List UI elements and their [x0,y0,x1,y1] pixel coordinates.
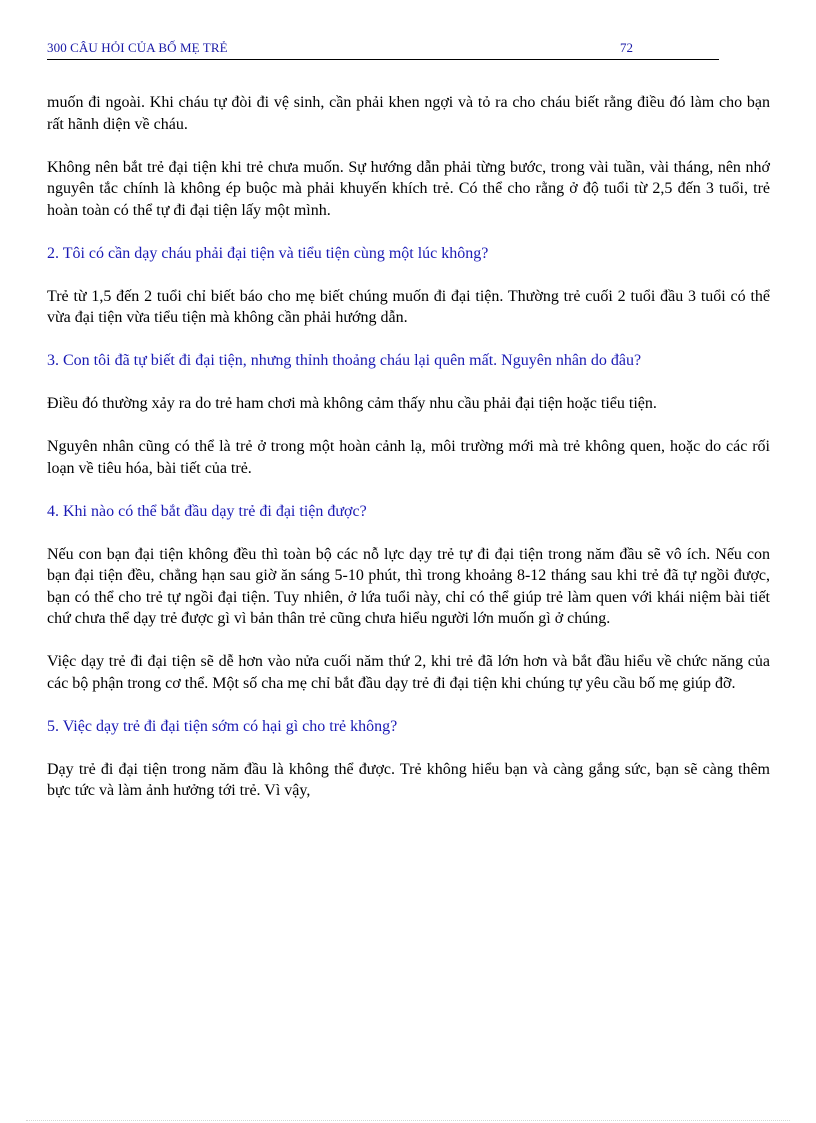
question-heading: 3. Con tôi đã tự biết đi đại tiện, nhưng thỉnh thoảng cháu lại quên mất. Nguyên nhân do đâu? [47,352,642,369]
paragraph: muốn đi ngoài. Khi cháu tự đòi đi vệ sinh, cần phải khen ngợi và tỏ ra cho cháu biết rằng điều đó làm cho bạn rất hãnh diện về cháu. [47,94,770,133]
paragraph: Nguyên nhân cũng có thể là trẻ ở trong một hoàn cảnh lạ, môi trường mới mà trẻ không quen, hoặc do các rối loạn về tiêu hóa, bài tiết của trẻ. [47,438,770,477]
paragraph: Nếu con bạn đại tiện không đều thì toàn bộ các nỗ lực dạy trẻ tự đi đại tiện trong năm đầu sẽ vô ích. Nếu con bạn đại tiện đều, chẳng hạn sau giờ ăn sáng 5-10 phút, thì trong khoảng 8-12 tháng sau khi trẻ đã tự ngồi được, bạn có thể cho trẻ tự ngồi đại tiện. Tuy nhiên, ở lứa tuổi này, chỉ có thể giúp trẻ làm quen với khái niệm bài tiết chứ chưa thể dạy trẻ được gì vì bản thân trẻ cũng chưa hiểu người lớn muốn gì ở chúng. [47,545,770,627]
question-heading: 2. Tôi có cần dạy cháu phải đại tiện và tiểu tiện cùng một lúc không? [47,244,489,262]
question-heading: 5. Việc dạy trẻ đi đại tiện sớm có hại gì cho trẻ không? [47,717,398,735]
page-bottom-divider [26,1120,790,1121]
paragraph: Việc dạy trẻ đi đại tiện sẽ dễ hơn vào nửa cuối năm thứ 2, khi trẻ đã lớn hơn và bắt đầu hiểu về chức năng của các bộ phận trong cơ thể. Một số cha mẹ chỉ bắt đầu dạy trẻ đi đại tiện khi chúng tự yêu cầu bố mẹ giúp đỡ. [47,653,770,692]
question-heading: 4. Khi nào có thể bắt đầu dạy trẻ đi đại tiện được? [47,502,367,520]
page-number: 72 [620,40,633,55]
paragraph: Điều đó thường xảy ra do trẻ ham chơi mà không cảm thấy nhu cầu phải đại tiện hoặc tiểu tiện. [47,395,657,412]
paragraph: Dạy trẻ đi đại tiện trong năm đầu là không thể được. Trẻ không hiểu bạn và càng gắng sức, bạn sẽ càng thêm bực tức và làm ảnh hưởng tới trẻ. Vì vậy, [47,760,770,799]
document-body [47,92,770,823]
page-header [47,38,719,60]
header-title: 300 CÂU HỎI CỦA BỐ MẸ TRẺ [47,40,228,55]
paragraph: Không nên bắt trẻ đại tiện khi trẻ chưa muốn. Sự hướng dẫn phải từng bước, trong vài tuần, vài tháng, nên nhớ nguyên tắc chính là không ép buộc mà phải khuyến khích trẻ. Có thể cho rằng ở độ tuổi từ 2,5 đến 3 tuổi, trẻ hoàn toàn có thể tự đi đại tiện lấy một mình. [47,158,770,219]
paragraph: Trẻ từ 1,5 đến 2 tuổi chỉ biết báo cho mẹ biết chúng muốn đi đại tiện. Thường trẻ cuối 2 tuổi đầu 3 tuổi có thể vừa đại tiện vừa tiểu tiện mà không cần phải hướng dẫn. [47,287,770,326]
